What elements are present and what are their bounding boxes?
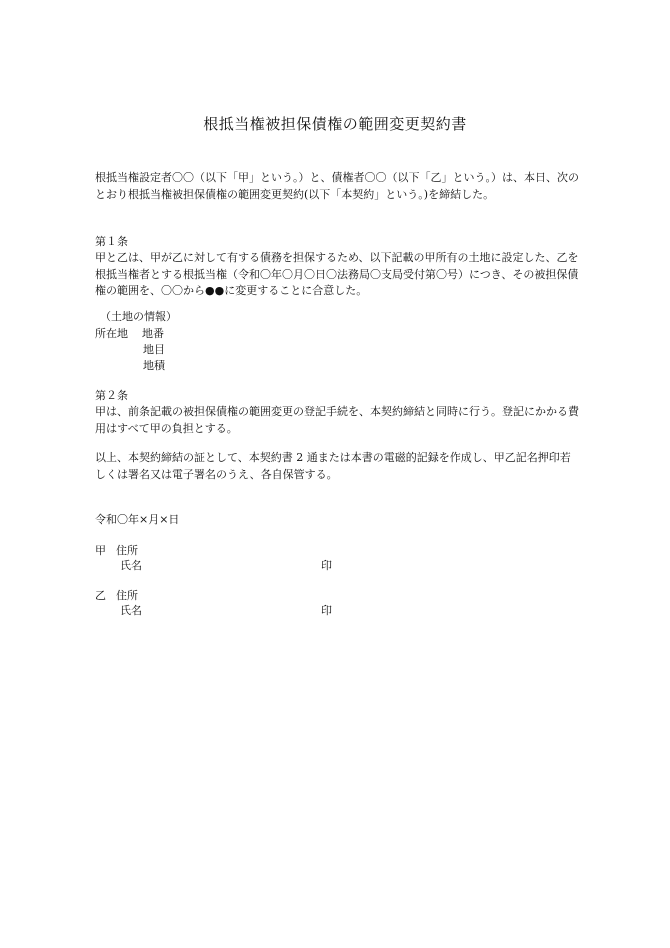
party-b-seal: 印	[321, 604, 332, 617]
intro-paragraph: 根抵当権設定者〇〇（以下「甲」という。）と、債権者〇〇（以下「乙」という。）は、本日、次のとおり根抵当権被担保債権の範囲変更契約(以下「本契約」という。)を締結した。	[95, 171, 579, 201]
land-area-label: 地積	[143, 359, 165, 372]
article2-heading: 第２条	[95, 389, 128, 402]
party-b-label: 乙	[95, 589, 106, 602]
location-label: 所在地	[95, 327, 128, 340]
party-b-name-label: 氏名	[120, 604, 142, 617]
article1-heading: 第１条	[95, 235, 128, 248]
party-a-label: 甲	[95, 544, 106, 557]
party-a-address-label: 住所	[116, 544, 138, 557]
party-a-seal: 印	[321, 559, 332, 572]
land-info-heading: （土地の情報）	[100, 310, 177, 323]
party-b-address-label: 住所	[116, 589, 138, 602]
land-category-label: 地目	[143, 343, 165, 356]
article2-text: 甲は、前条記載の被担保債権の範囲変更の登記手続を、本契約締結と同時に行う。登記にかかる費用はすべて甲の負担とする。	[95, 405, 579, 435]
contract-date: 令和〇年×月×日	[95, 513, 180, 526]
lot-number-label: 地番	[142, 327, 164, 340]
closing-paragraph: 以上、本契約締結の証として、本契約書 2 通または本書の電磁的記録を作成し、甲乙記名押印若しくは署名又は電子署名のうえ、各自保管する。	[95, 451, 571, 481]
document-title: 根抵当権被担保債権の範囲変更契約書	[203, 115, 467, 133]
land-location-row	[95, 326, 580, 343]
party-a-name-label: 氏名	[120, 559, 142, 572]
article1-text: 甲と乙は、甲が乙に対して有する債務を担保するため、以下記載の甲所有の土地に設定した、乙を根抵当権者とする根抵当権（令和〇年〇月〇日〇法務局〇支局受付第〇号）につき、その被担保債権の範囲を、〇〇から●●に変更することに合意した。	[95, 251, 579, 297]
